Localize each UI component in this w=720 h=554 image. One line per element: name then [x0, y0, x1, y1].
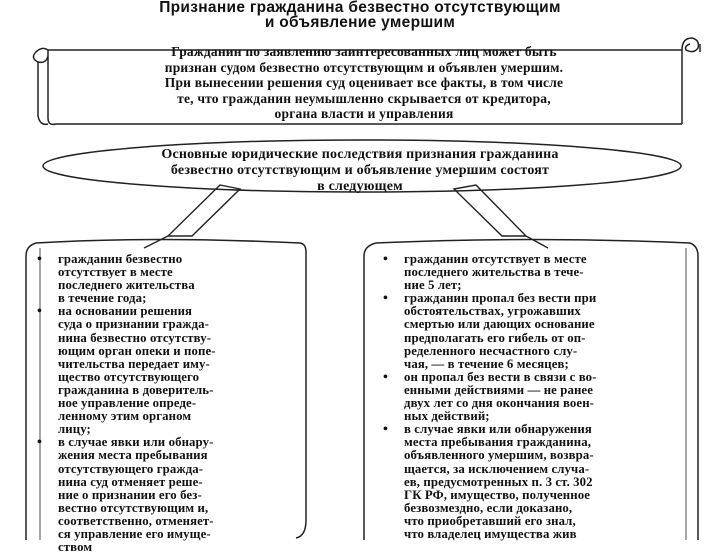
- scroll-line: При вынесении решения суд оценивает все факты, в том числе: [164, 75, 564, 90]
- oval-line: безвестно отсутствующим и объявление умершим состоят: [170, 163, 550, 178]
- list-line: двух лет со дня окончания воен-: [404, 396, 595, 411]
- list-line: ством: [58, 540, 93, 554]
- list-line: отсутствующего гражда-: [58, 461, 204, 476]
- list-line: щается, за исключением случа-: [404, 461, 590, 476]
- list-line: последнего жительства в тече-: [404, 265, 584, 280]
- list-line: ся управление его имуще-: [58, 526, 211, 541]
- list-line: гражданина в доверитель-: [58, 382, 214, 397]
- list-line: объявленного умершим, возвра-: [404, 448, 594, 463]
- list-line: • на основании решения: [58, 304, 193, 319]
- list-line: суда о признании гражда-: [58, 317, 210, 332]
- scroll-line: те, что гражданин неумышленно скрывается от кредитора,: [177, 90, 551, 106]
- left-list: [34, 253, 302, 554]
- list-line: • гражданин пропал без вести при: [404, 291, 597, 306]
- scroll-text: [68, 44, 660, 122]
- list-line: соответственно, отменяет-: [58, 513, 214, 528]
- oval-text: [80, 147, 640, 195]
- list-line: ние о признании его без-: [58, 487, 202, 502]
- scroll-line: Гражданин по заявлению заинтересованных лиц может быть: [171, 44, 557, 59]
- scroll-line: признан судом безвестно отсутствующим и объявлен умершим.: [164, 59, 564, 75]
- list-line: в течение года;: [58, 291, 147, 306]
- list-line: ленному этим органом: [58, 409, 192, 424]
- list-line: ние 5 лет;: [404, 278, 462, 293]
- list-line: безвозмездно, если доказано,: [404, 500, 573, 515]
- list-item: [34, 253, 302, 305]
- list-line: что приобретавший его знал,: [404, 513, 576, 528]
- list-item: [380, 423, 684, 541]
- list-line: что владелец имущества жив: [404, 526, 577, 541]
- list-line: предполагать его гибель от оп-: [404, 330, 586, 345]
- list-item: [380, 371, 684, 423]
- list-line: • в случае явки или обнаружения: [404, 422, 592, 437]
- list-item: [34, 305, 302, 436]
- list-line: енными действиями — не ранее: [404, 382, 593, 397]
- list-item: [380, 292, 684, 371]
- list-item: [34, 436, 302, 554]
- list-line: смертью или дающих основание: [404, 317, 595, 332]
- list-line: нина безвестно отсутству-: [58, 330, 212, 345]
- list-line: • в случае явки или обнару-: [58, 435, 214, 450]
- list-line: лицу;: [58, 422, 91, 437]
- list-line: ющим орган опеки и попе-: [58, 343, 216, 358]
- right-list: [380, 253, 684, 541]
- list-line: ев, предусмотренных п. 3 ст. 302: [404, 474, 593, 489]
- list-item: [380, 253, 684, 292]
- list-line: • он пропал без вести в связи с во-: [404, 369, 597, 384]
- title-line: Признание гражданина безвестно отсутствующим: [159, 0, 561, 16]
- list-line: • гражданин безвестно: [58, 252, 183, 266]
- oval-line: Основные юридические последствия признания гражданина: [161, 147, 559, 162]
- list-line: обстоятельствах, угрожавших: [404, 304, 581, 319]
- list-line: жения места пребывания: [58, 448, 208, 463]
- list-line: отсутствует в месте: [58, 265, 173, 280]
- oval-line: в следующем: [317, 179, 403, 194]
- list-line: вестно отсутствующим и,: [58, 500, 209, 515]
- scroll-line: органа власти и управления: [274, 106, 454, 121]
- list-line: ное управление опреде-: [58, 396, 197, 411]
- list-line: чая, — в течение 6 месяцев;: [404, 356, 569, 371]
- list-line: ных действий;: [404, 409, 490, 424]
- list-line: нина суд отменяет реше-: [58, 474, 203, 489]
- list-line: чительства передает иму-: [58, 356, 210, 371]
- list-line: ределенного несчастного слу-: [404, 343, 578, 358]
- list-line: ГК РФ, имущество, полученное: [404, 487, 591, 502]
- list-line: • гражданин отсутствует в месте: [404, 252, 587, 266]
- list-line: последнего жительства: [58, 278, 195, 293]
- list-line: места пребывания гражданина,: [404, 435, 592, 450]
- title-line: и объявление умершим: [264, 14, 456, 31]
- list-line: щество отсутствующего: [58, 369, 200, 384]
